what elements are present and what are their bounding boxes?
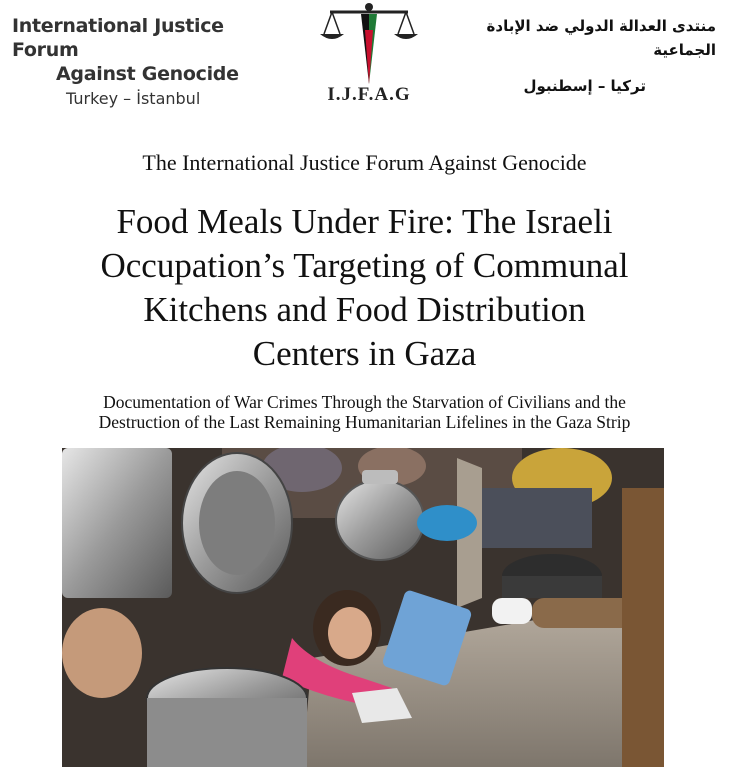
ijfag-logo	[316, 0, 422, 108]
scales-of-justice-icon	[316, 0, 422, 84]
title-line: Centers in Gaza	[252, 334, 477, 373]
title-line: Food Meals Under Fire: The Israeli	[116, 202, 613, 241]
description-line: Destruction of the Last Remaining Humanitarian Lifelines in the Gaza Strip	[98, 412, 631, 432]
document-title	[30, 200, 699, 376]
logo-text: I.J.F.A.G	[327, 84, 411, 105]
document-description	[20, 392, 709, 432]
title-line: Kitchens and Food Distribution	[143, 290, 586, 329]
org-name-arabic: منتدى العدالة الدولي ضد الإبادة الجماعية	[486, 17, 716, 59]
org-location-english: Turkey – İstanbul	[66, 89, 201, 108]
document-org-name: The International Justice Forum Against Genocide	[142, 150, 587, 175]
cover-photo	[62, 448, 664, 767]
title-line: Occupation’s Targeting of Communal	[100, 246, 629, 285]
org-name-english-line1: International Justice Forum	[12, 15, 224, 61]
description-line: Documentation of War Crimes Through the Starvation of Civilians and the	[103, 392, 626, 412]
header-org-english	[12, 14, 272, 110]
org-name-english-line2: Against Genocide	[56, 63, 239, 85]
food-distribution-photo	[62, 448, 664, 767]
header-org-arabic	[446, 14, 716, 98]
org-location-arabic: تركيا – إسطنبول	[523, 77, 646, 95]
